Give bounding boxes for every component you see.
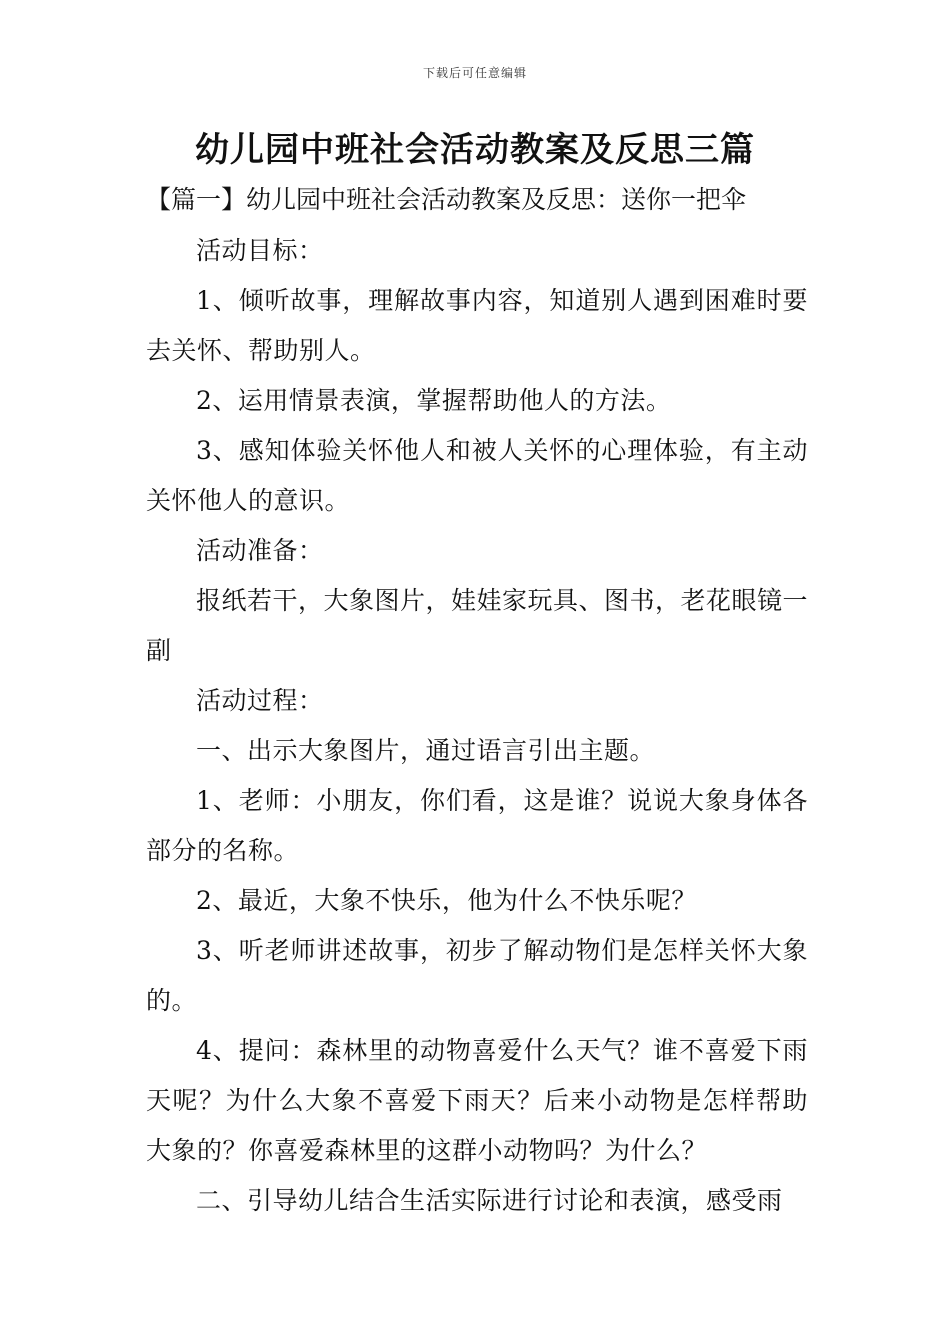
section-heading: 【篇一】幼儿园中班社会活动教案及反思：送你一把伞 xyxy=(146,185,747,214)
paragraph-objectives-heading: 活动目标： xyxy=(196,236,324,265)
paragraph-step-one: 一、出示大象图片，通过语言引出主题。 xyxy=(196,736,656,765)
header-note: 下载后可任意编辑 xyxy=(422,66,527,80)
paragraph-step-one-3: 3、听老师讲述故事，初步了解动物们是怎样关怀大象的。 xyxy=(146,936,808,1015)
paragraph-step-one-4: 4、提问：森林里的动物喜爱什么天气？谁不喜爱下雨天呢？为什么大象不喜爱下雨天？后来小动物是怎样帮助大象的？你喜爱森林里的这群小动物吗？为什么？ xyxy=(146,1036,808,1165)
document-body xyxy=(146,226,808,1226)
paragraph-preparation-items: 报纸若干，大象图片，娃娃家玩具、图书，老花眼镜一副 xyxy=(146,586,809,665)
paragraph-process-heading: 活动过程： xyxy=(196,686,324,715)
paragraph-step-two: 二、引导幼儿结合生活实际进行讨论和表演，感受雨 xyxy=(196,1186,783,1215)
paragraph-preparation-heading: 活动准备： xyxy=(196,536,324,565)
paragraph-objective-3: 3、感知体验关怀他人和被人关怀的心理体验，有主动关怀他人的意识。 xyxy=(146,436,808,515)
paragraph-objective-2: 2、运用情景表演，掌握帮助他人的方法。 xyxy=(196,386,672,415)
paragraph-step-one-1: 1、老师：小朋友，你们看，这是谁？说说大象身体各部分的名称。 xyxy=(146,786,808,865)
document-title: 幼儿园中班社会活动教案及反思三篇 xyxy=(195,130,755,170)
paragraph-objective-1: 1、倾听故事，理解故事内容，知道别人遇到困难时要去关怀、帮助别人。 xyxy=(146,286,808,365)
paragraph-step-one-2: 2、最近，大象不快乐，他为什么不快乐呢？ xyxy=(196,886,697,915)
